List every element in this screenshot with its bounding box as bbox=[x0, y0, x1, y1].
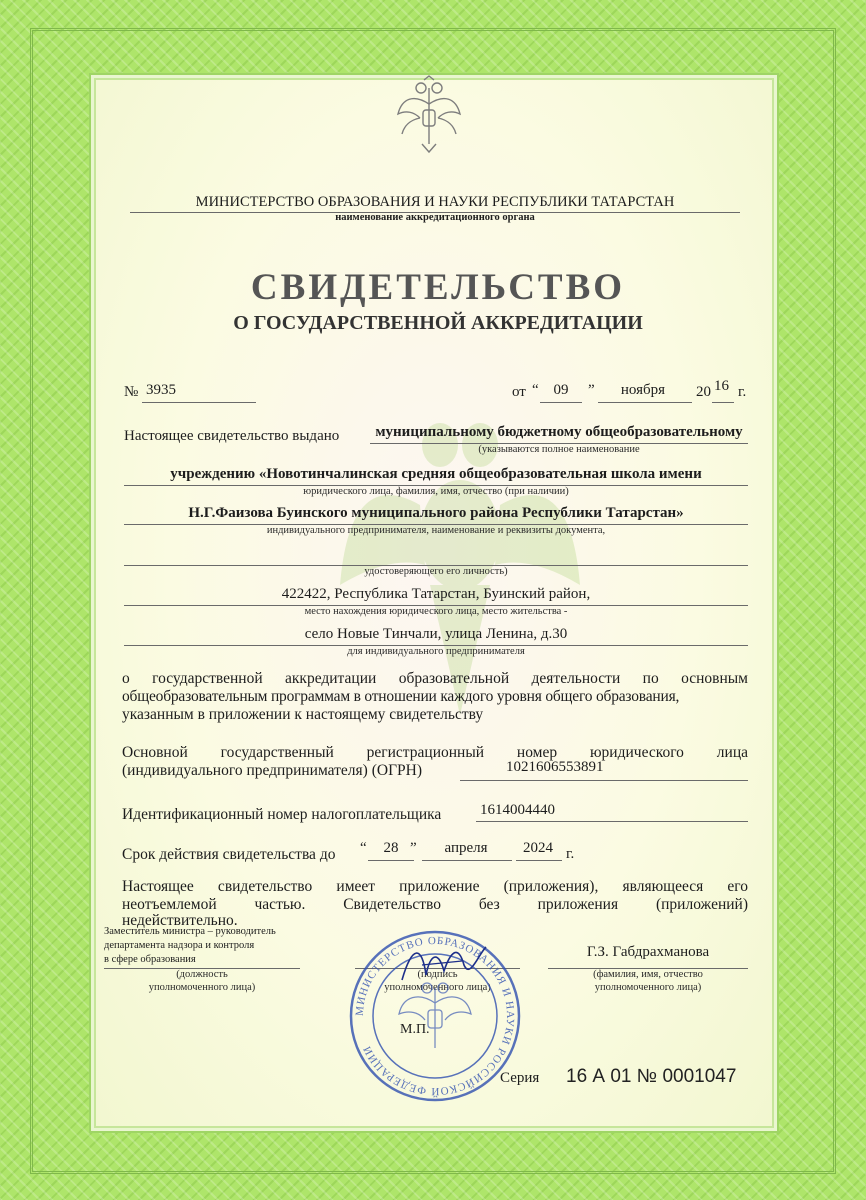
signatory-position-line-1: Заместитель министра – руководитель bbox=[104, 926, 276, 937]
document-title: СВИДЕТЕЛЬСТВО bbox=[250, 267, 626, 308]
authority-name: МИНИСТЕРСТВО ОБРАЗОВАНИЯ И НАУКИ РЕСПУБЛИКИ ТАТАРСТАН bbox=[195, 194, 675, 210]
purpose-line-1: о государственной аккредитации образовательной деятельности по основным bbox=[122, 670, 748, 687]
ogrn-line-1: Основной государственный регистрационный номер юридического лица bbox=[122, 744, 748, 761]
signatory-name: Г.З. Габдрахманова bbox=[586, 944, 710, 960]
address-line-1: 422422, Республика Татарстан, Буинский район, bbox=[281, 586, 591, 602]
ogrn-value: 1021606553891 bbox=[506, 759, 604, 775]
validity-year-underline bbox=[516, 860, 562, 861]
coat-of-arms-icon bbox=[394, 74, 464, 154]
issued-caption-3: индивидуального предпринимателя, наименование и реквизиты документа, bbox=[266, 525, 606, 536]
ogrn-underline bbox=[460, 780, 748, 781]
series-value: 16 А 01 № 0001047 bbox=[566, 1066, 737, 1087]
position-caption bbox=[104, 968, 300, 994]
signature-caption-line-2: уполномоченного лица) bbox=[384, 982, 491, 993]
number-label: № bbox=[124, 384, 139, 400]
address-line-2: село Новые Тинчали, улица Ленина, д.30 bbox=[304, 626, 568, 642]
position-caption-line-2: уполномоченного лица) bbox=[148, 982, 256, 993]
number-value: 3935 bbox=[146, 382, 176, 398]
inn-underline bbox=[476, 821, 748, 822]
position-caption-line-1: (должность bbox=[176, 969, 228, 980]
validity-day: 28 bbox=[383, 840, 399, 856]
ogrn-line-2: (индивидуального предпринимателя) (ОГРН) bbox=[122, 762, 423, 779]
purpose-line-3: указанным в приложении к настоящему свидетельству bbox=[122, 706, 484, 723]
date-from-label: от bbox=[512, 384, 526, 400]
stamp-label: М.П. bbox=[400, 1022, 430, 1037]
inn-value: 1614004440 bbox=[480, 802, 555, 818]
document-subtitle: О ГОСУДАРСТВЕННОЙ АККРЕДИТАЦИИ bbox=[233, 312, 643, 334]
signatory-position bbox=[104, 925, 276, 967]
validity-month: апреля bbox=[444, 840, 488, 856]
purpose-line-2: общеобразовательным программам в отношении каждого уровня общего образования, bbox=[122, 688, 680, 705]
validity-year: 2024 bbox=[523, 840, 553, 856]
signatory-position-line-3: в сфере образования bbox=[104, 954, 196, 965]
signature-caption-line-1: (подпись bbox=[417, 969, 458, 980]
appendix-line-3: недействительно. bbox=[122, 912, 238, 929]
address-caption-1: место нахождения юридического лица, место жительства - bbox=[304, 606, 568, 617]
signature-scribble bbox=[392, 935, 492, 995]
issued-line-3: Н.Г.Фаизова Буинского муниципального района Республики Татарстан» bbox=[188, 505, 684, 521]
issued-line-1: муниципальному бюджетному общеобразовательному bbox=[375, 424, 743, 440]
series-label: Серия bbox=[500, 1070, 540, 1086]
appendix-line-2: неотъемлемой частью. Свидетельство без приложения (приложений) bbox=[122, 896, 748, 913]
date-year-prefix: 20 bbox=[696, 384, 711, 400]
validity-day-underline bbox=[368, 860, 414, 861]
validity-quote-close: ” bbox=[410, 840, 417, 856]
validity-quote-open: “ bbox=[360, 840, 367, 856]
signatory-position-line-2: департамента надзора и контроля bbox=[104, 940, 255, 951]
date-day: 09 bbox=[553, 382, 569, 398]
validity-month-underline bbox=[422, 860, 512, 861]
validity-year-label: г. bbox=[566, 846, 575, 862]
date-quote-close: ” bbox=[588, 382, 595, 398]
issued-caption-1: (указываются полное наименование bbox=[478, 444, 640, 455]
issued-line-2: учреждению «Новотинчалинская средняя общеобразовательная школа имени bbox=[170, 466, 702, 482]
date-year-label: г. bbox=[738, 384, 747, 400]
date-year-suffix: 16 bbox=[714, 378, 729, 394]
issued-caption-2: юридического лица, фамилия, имя, отчество (при наличии) bbox=[303, 486, 569, 497]
date-day-underline bbox=[540, 402, 582, 403]
name-caption bbox=[548, 968, 748, 994]
date-month: ноября bbox=[620, 382, 666, 398]
address-caption-2: для индивидуального предпринимателя bbox=[347, 646, 525, 657]
name-caption-line-1: (фамилия, имя, отчество bbox=[593, 969, 703, 980]
appendix-line-1: Настоящее свидетельство имеет приложение (приложения), являющееся его bbox=[122, 878, 748, 895]
date-month-underline bbox=[598, 402, 692, 403]
name-caption-line-2: уполномоченного лица) bbox=[594, 982, 702, 993]
number-underline bbox=[142, 402, 256, 403]
seal-text: МИНИСТЕРСТВО ОБРАЗОВАНИЯ И НАУКИ РОССИЙСКОЙ ФЕДЕРАЦИИ bbox=[353, 934, 517, 1098]
issued-lead: Настоящее свидетельство выдано bbox=[124, 428, 340, 444]
inn-label: Идентификационный номер налогоплательщика bbox=[122, 806, 442, 823]
validity-label: Срок действия свидетельства до bbox=[122, 846, 336, 863]
authority-caption: наименование аккредитационного органа bbox=[335, 212, 535, 223]
issued-caption-4: удостоверяющего его личность) bbox=[364, 566, 508, 577]
date-year-underline bbox=[712, 402, 734, 403]
date-quote-open: “ bbox=[532, 382, 539, 398]
